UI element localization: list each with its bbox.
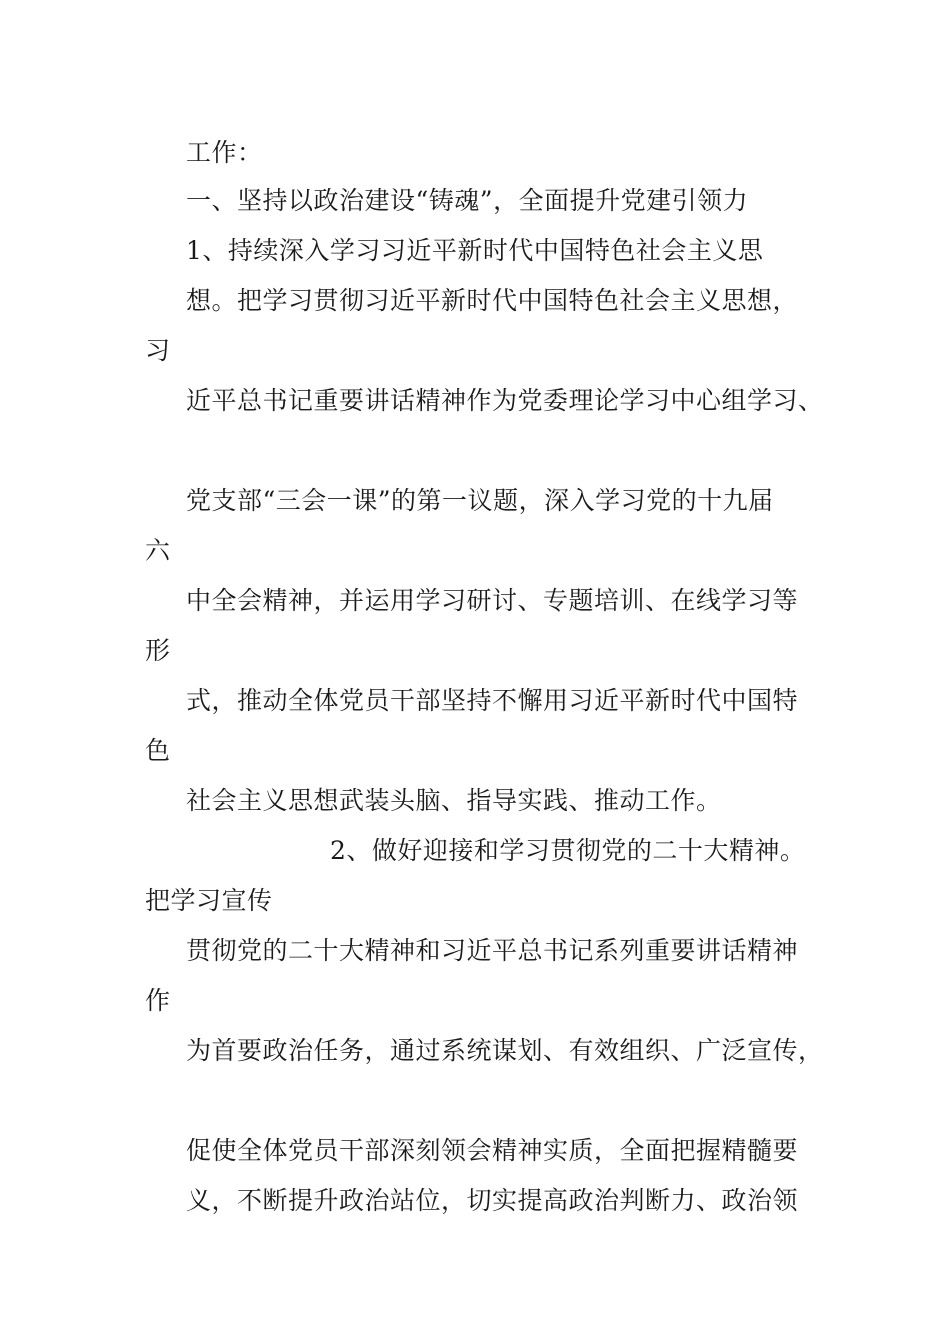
paragraph-line: 为首要政治任务，通过系统谋划、有效组织、广泛宣传， bbox=[186, 1036, 824, 1065]
paragraph-line: 近平总书记重要讲话精神作为党委理论学习中心组学习、 bbox=[186, 386, 824, 415]
subheading-1: 1、持续深入学习习近平新时代中国特色社会主义思 bbox=[186, 236, 764, 265]
subheading-2: 2、做好迎接和学习贯彻党的二十大精神。 bbox=[330, 836, 806, 865]
paragraph-wrap-char: 六 bbox=[145, 536, 171, 565]
section-heading-1: 一、坚持以政治建设“铸魂”，全面提升党建引领力 bbox=[186, 186, 749, 215]
paragraph-line: 贯彻党的二十大精神和习近平总书记系列重要讲话精神 bbox=[186, 936, 799, 965]
paragraph-wrap-char: 形 bbox=[145, 636, 171, 665]
paragraph-line: 想。把学习贯彻习近平新时代中国特色社会主义思想， bbox=[186, 286, 799, 315]
paragraph-line: 社会主义思想武装头脑、指导实践、推动工作。 bbox=[186, 786, 722, 815]
paragraph-wrap-char: 习 bbox=[145, 336, 171, 365]
paragraph-line: 中全会精神，并运用学习研讨、专题培训、在线学习等 bbox=[186, 586, 799, 615]
paragraph-line: 党支部“三会一课”的第一议题，深入学习党的十九届 bbox=[186, 486, 774, 515]
text-line-work-intro: 工作： bbox=[186, 138, 263, 167]
paragraph-line: 式，推动全体党员干部坚持不懈用习近平新时代中国特 bbox=[186, 686, 799, 715]
paragraph-wrap-line: 把学习宣传 bbox=[145, 886, 273, 915]
paragraph-wrap-char: 作 bbox=[145, 986, 171, 1015]
paragraph-line: 促使全体党员干部深刻领会精神实质，全面把握精髓要 bbox=[186, 1136, 799, 1165]
paragraph-wrap-char: 色 bbox=[145, 736, 171, 765]
paragraph-line: 义，不断提升政治站位，切实提高政治判断力、政治领 bbox=[186, 1186, 799, 1215]
